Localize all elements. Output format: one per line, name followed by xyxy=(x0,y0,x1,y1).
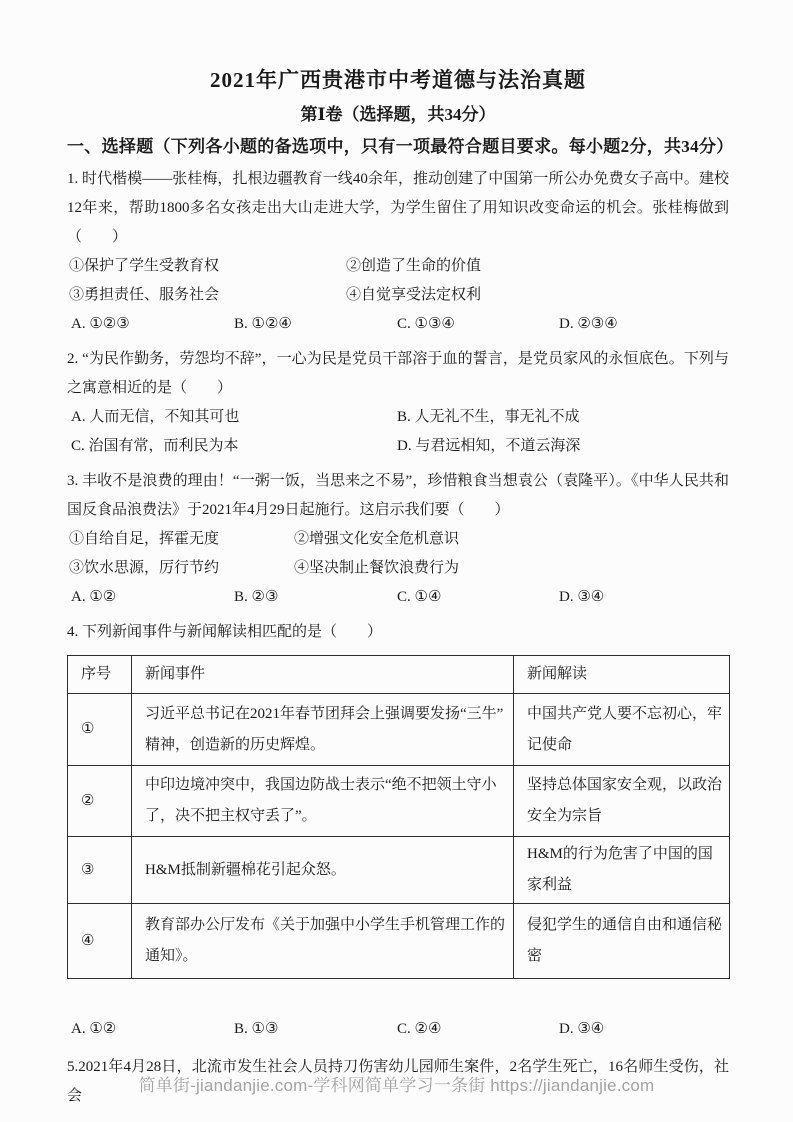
question-2-stem: 2. “为民作勤务，劳怨均不辞”，一心为民是党员干部溶于血的誓言，是党员家风的永恒底色。下列与之寓意相近的是（ ） xyxy=(67,351,729,396)
answer-option-c: C. ①③④ xyxy=(397,316,455,332)
page-title: 2021年广西贵港市中考道德与法治真题 xyxy=(210,68,586,92)
answer-option-d: D. ③④ xyxy=(559,1021,605,1037)
table-header-index: 序号 xyxy=(68,656,132,694)
item-circle-3: ③勇担责任、服务社会 xyxy=(69,287,220,303)
table-cell-event: 中印边境冲突中，我国边防战士表示“绝不把领土守小了，决不把主权守丢了”。 xyxy=(132,766,514,837)
answer-option-a: A. ①②③ xyxy=(71,316,130,332)
table-row xyxy=(68,694,730,766)
item-circle-1: ①自给自足，挥霍无度 xyxy=(69,531,220,547)
section-heading: 一、选择题（下列各小题的备选项中，只有一项最符合题目要求。每小题2分，共34分） xyxy=(67,137,734,156)
answer-option-d: D. ②③④ xyxy=(559,316,618,332)
answer-option-b: B. ①②④ xyxy=(234,316,292,332)
answer-option-d: D. 与君远相知，不道云海深 xyxy=(397,438,581,454)
table-row xyxy=(68,837,730,904)
question-4-stem: 4. 下列新闻事件与新闻解读相匹配的是（ ） xyxy=(67,624,383,640)
question-3-items-row-2 xyxy=(67,554,729,583)
answer-option-b: B. 人无礼不生，事无礼不成 xyxy=(397,409,580,425)
table-cell-event: H&M抵制新疆棉花引起众怒。 xyxy=(132,837,514,904)
answer-option-d: D. ③④ xyxy=(559,589,605,605)
table-cell-index: ② xyxy=(68,766,132,837)
question-1-answers xyxy=(67,310,729,339)
question-3-items-row-1 xyxy=(67,525,729,554)
question-2 xyxy=(67,345,729,461)
table-cell-analysis: H&M的行为危害了中国的国家利益 xyxy=(514,837,730,904)
question-2-answers-row-2 xyxy=(67,432,729,461)
question-4-answers xyxy=(67,1015,729,1044)
news-table xyxy=(67,655,730,979)
question-1-items-row-2 xyxy=(67,281,729,310)
item-circle-4: ④坚决制止餐饮浪费行为 xyxy=(294,560,460,576)
answer-option-c: C. 治国有常，而利民为本 xyxy=(71,438,239,454)
answer-option-c: C. ①④ xyxy=(397,589,442,605)
question-3-stem: 3. 丰收不是浪费的理由！“一粥一饭，当思来之不易”，珍惜粮食当想袁公（袁隆平）。《中华人民共和国反食品浪费法》于2021年4月29日起施行。这启示我们要（ ） xyxy=(67,473,729,518)
answer-option-b: B. ②③ xyxy=(234,589,279,605)
question-3-answers xyxy=(67,583,729,612)
table-cell-event: 习近平总书记在2021年春节团拜会上强调要发扬“三牛”精神，创造新的历史辉煌。 xyxy=(132,694,514,766)
answer-option-b: B. ①③ xyxy=(234,1021,279,1037)
item-circle-2: ②创造了生命的价值 xyxy=(346,258,482,274)
question-5-stem: 5.2021年4月28日，北流市发生社会人员持刀伤害幼儿园师生案件，2名学生死亡，16名师生受伤，社会 xyxy=(67,1059,729,1104)
table-cell-index: ③ xyxy=(68,837,132,904)
question-4 xyxy=(67,618,729,1044)
answer-option-c: C. ②④ xyxy=(397,1021,442,1037)
table-cell-index: ④ xyxy=(68,904,132,979)
table-header-news-analysis: 新闻解读 xyxy=(514,656,730,694)
table-cell-analysis: 中国共产党人要不忘初心，牢记使命 xyxy=(514,694,730,766)
question-1 xyxy=(67,165,729,339)
table-row xyxy=(68,766,730,837)
table-row xyxy=(68,904,730,979)
item-circle-4: ④自觉享受法定权利 xyxy=(346,287,482,303)
question-3 xyxy=(67,467,729,612)
question-1-items-row-1 xyxy=(67,252,729,281)
table-header-news-event: 新闻事件 xyxy=(132,656,514,694)
table-cell-event: 教育部办公厅发布《关于加强中小学生手机管理工作的通知》。 xyxy=(132,904,514,979)
answer-option-a: A. ①② xyxy=(71,1021,117,1037)
table-cell-analysis: 坚持总体国家安全观，以政治安全为宗旨 xyxy=(514,766,730,837)
table-header-row xyxy=(68,656,730,694)
item-circle-3: ③饮水思源，厉行节约 xyxy=(69,560,220,576)
item-circle-2: ②增强文化安全危机意识 xyxy=(294,531,460,547)
answer-option-a: A. 人而无信，不知其可也 xyxy=(71,409,240,425)
volume-subtitle: 第Ⅰ卷（选择题，共34分） xyxy=(300,105,496,124)
watermark-footer: 简单街-jiandanjie.com-学科网简单学习一条街 https://jiandanjie.com xyxy=(138,1076,655,1095)
table-cell-index: ① xyxy=(68,694,132,766)
item-circle-1: ①保护了学生受教育权 xyxy=(69,258,220,274)
table-cell-analysis: 侵犯学生的通信自由和通信秘密 xyxy=(514,904,730,979)
answer-option-a: A. ①② xyxy=(71,589,117,605)
question-1-stem: 1. 时代楷模——张桂梅，扎根边疆教育一线40余年，推动创建了中国第一所公办免费女子高中。建校12年来，帮助1800多名女孩走出大山走进大学，为学生留住了用知识改变命运的机会。张桂梅做到（ ） xyxy=(67,171,729,245)
question-2-answers-row-1 xyxy=(67,403,729,432)
